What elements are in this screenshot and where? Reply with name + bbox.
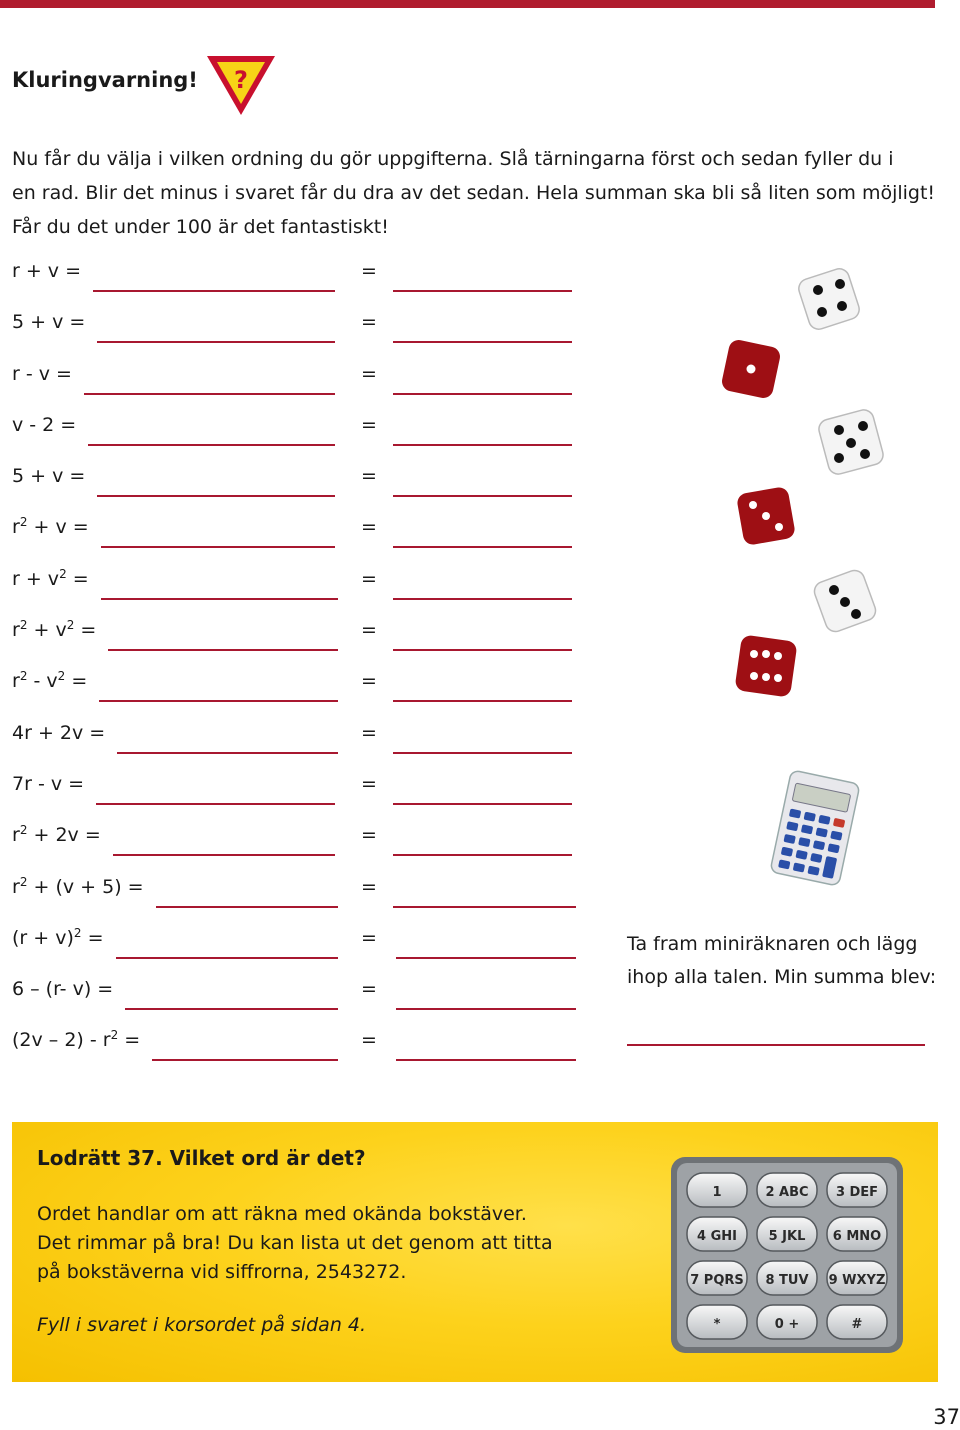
- puzzle-line: Det rimmar på bra! Du kan lista ut det genom att titta: [37, 1232, 553, 1254]
- keypad-key-label: 4 GHI: [697, 1229, 737, 1244]
- equation-row: [12, 718, 592, 754]
- equals-sign: =: [361, 824, 377, 846]
- keypad-key-label: 8 TUV: [765, 1273, 809, 1288]
- keypad-key-label: *: [713, 1317, 721, 1332]
- equation-row: [12, 564, 592, 600]
- equals-sign: =: [361, 773, 377, 795]
- answer-line-expression[interactable]: [108, 649, 338, 651]
- answer-line-result[interactable]: [393, 393, 572, 395]
- answer-line-expression[interactable]: [116, 957, 339, 959]
- calculator-prompt-line: Ta fram miniräknaren och lägg: [627, 933, 918, 955]
- calculator-prompt-line: ihop alla talen. Min summa blev:: [627, 966, 937, 988]
- equation-label: $r^2 + v$ =: [12, 515, 89, 538]
- calculator-icon: [770, 770, 860, 886]
- keypad-key-label: 9 WXYZ: [828, 1273, 886, 1288]
- equals-sign: =: [361, 414, 377, 436]
- equation-label: r + v =: [12, 260, 82, 282]
- equation-row: [12, 769, 592, 805]
- answer-line-expression[interactable]: [97, 495, 335, 497]
- equation-label: 6 – (r- v) =: [12, 978, 114, 1000]
- answer-line-result[interactable]: [393, 444, 572, 446]
- equals-sign: =: [361, 876, 377, 898]
- equation-label: 4r + 2v =: [12, 722, 106, 744]
- equals-sign: =: [361, 311, 377, 333]
- equation-row: [12, 461, 592, 497]
- answer-line-expression[interactable]: [97, 341, 335, 343]
- answer-line-expression[interactable]: [101, 598, 338, 600]
- answer-line-result[interactable]: [396, 1059, 576, 1061]
- answer-line-expression[interactable]: [88, 444, 335, 446]
- answer-line-result[interactable]: [393, 700, 572, 702]
- intro-line: en rad. Blir det minus i svaret får du dra av det sedan. Hela summan ska bli så liten som möjligt!: [12, 182, 936, 204]
- answer-line-result[interactable]: [393, 649, 572, 651]
- answer-line-result[interactable]: [393, 752, 572, 754]
- answer-line-result[interactable]: [393, 854, 572, 856]
- keypad-key-label: 0 +: [774, 1317, 800, 1332]
- answer-line-result[interactable]: [396, 1008, 576, 1010]
- keypad-key-label: 6 MNO: [832, 1229, 882, 1244]
- equals-sign: =: [361, 568, 377, 590]
- answer-line-expression[interactable]: [113, 854, 335, 856]
- equation-label: $(2v - 2) - r^2$ =: [12, 1028, 141, 1051]
- equation-row: [12, 256, 592, 292]
- white-die-icon: [796, 266, 862, 332]
- equals-sign: =: [361, 927, 377, 949]
- answer-line-expression[interactable]: [125, 1008, 338, 1010]
- equation-label: $r^2 + v^2$ =: [12, 618, 97, 641]
- answer-line-result[interactable]: [393, 546, 572, 548]
- equation-label: r - v =: [12, 363, 72, 385]
- puzzle-line: Ordet handlar om att räkna med okända bokstäver.: [37, 1203, 527, 1225]
- answer-line-expression[interactable]: [96, 803, 335, 805]
- equals-sign: =: [361, 978, 377, 1000]
- equals-sign: =: [361, 260, 377, 282]
- equals-sign: =: [361, 363, 377, 385]
- answer-line-result[interactable]: [396, 957, 576, 959]
- equals-sign: =: [361, 670, 377, 692]
- equation-label: $r + v^2$ =: [12, 567, 89, 590]
- intro-line: Nu får du välja i vilken ordning du gör uppgifterna. Slå tärningarna först och sedan fyller du i: [12, 148, 894, 170]
- puzzle-text: [37, 1200, 553, 1287]
- equation-label: v - 2 =: [12, 414, 77, 436]
- heading: Kluringvarning!: [12, 68, 198, 92]
- equation-row: [12, 359, 592, 395]
- equals-sign: =: [361, 516, 377, 538]
- answer-line-expression[interactable]: [84, 393, 335, 395]
- warning-symbol: ?: [234, 66, 248, 94]
- answer-line-result[interactable]: [393, 598, 572, 600]
- red-die-icon: [733, 483, 799, 549]
- equation-row: [12, 820, 592, 856]
- sum-answer-line[interactable]: [627, 1044, 925, 1046]
- keypad-key-label: 2 ABC: [765, 1185, 809, 1200]
- puzzle-title: Lodrätt 37. Vilket ord är det?: [37, 1146, 366, 1170]
- equation-label: $(r + v)^2$ =: [12, 926, 104, 949]
- red-die-icon: [730, 630, 802, 702]
- answer-line-expression[interactable]: [152, 1059, 338, 1061]
- puzzle-footer: Fyll i svaret i korsordet på sidan 4.: [37, 1314, 367, 1336]
- answer-line-result[interactable]: [393, 495, 572, 497]
- intro-text: [12, 142, 936, 244]
- phone-keypad-icon: [669, 1155, 905, 1355]
- red-die-icon: [718, 336, 784, 402]
- equation-row: [12, 410, 592, 446]
- equation-row: [12, 923, 592, 959]
- answer-line-expression[interactable]: [156, 906, 338, 908]
- equation-row: [12, 307, 592, 343]
- answer-line-expression[interactable]: [99, 700, 338, 702]
- equation-label: $r^2 + 2v$ =: [12, 823, 101, 846]
- warning-sign-icon: [204, 52, 278, 118]
- white-die-icon: [815, 406, 887, 478]
- puzzle-line: på bokstäverna vid siffrorna, 2543272.: [37, 1261, 407, 1283]
- answer-line-expression[interactable]: [101, 546, 335, 548]
- equation-row: [12, 512, 592, 548]
- intro-line: Får du det under 100 är det fantastiskt!: [12, 216, 389, 238]
- equation-label: 7r - v =: [12, 773, 85, 795]
- page-number: 37: [933, 1405, 960, 1429]
- keypad-key-label: 3 DEF: [835, 1185, 879, 1200]
- equation-row: [12, 872, 592, 908]
- top-accent-bar: [0, 0, 935, 8]
- keypad-key-label: 7 PQRS: [690, 1273, 744, 1288]
- equation-label: 5 + v =: [12, 465, 86, 487]
- keypad-key-label: 1: [712, 1185, 722, 1200]
- answer-line-result[interactable]: [393, 906, 576, 908]
- keypad-key-label: #: [851, 1317, 863, 1332]
- answer-line-result[interactable]: [393, 290, 572, 292]
- equation-row: [12, 1025, 592, 1061]
- equals-sign: =: [361, 619, 377, 641]
- answer-line-result[interactable]: [393, 803, 572, 805]
- equation-label: $r^2 + (v + 5)$ =: [12, 875, 144, 898]
- keypad-key-label: 5 JKL: [768, 1229, 806, 1244]
- equation-label: 5 + v =: [12, 311, 86, 333]
- equals-sign: =: [361, 1029, 377, 1051]
- equals-sign: =: [361, 722, 377, 744]
- answer-line-expression[interactable]: [117, 752, 338, 754]
- equation-row: [12, 666, 592, 702]
- equals-sign: =: [361, 465, 377, 487]
- answer-line-expression[interactable]: [93, 290, 335, 292]
- equation-label: $r^2 - v^2$ =: [12, 669, 88, 692]
- calculator-prompt: [627, 928, 947, 994]
- equation-row: [12, 974, 592, 1010]
- puzzle-box: [12, 1122, 938, 1382]
- answer-line-result[interactable]: [393, 341, 572, 343]
- equation-row: [12, 615, 592, 651]
- white-die-icon: [812, 568, 878, 634]
